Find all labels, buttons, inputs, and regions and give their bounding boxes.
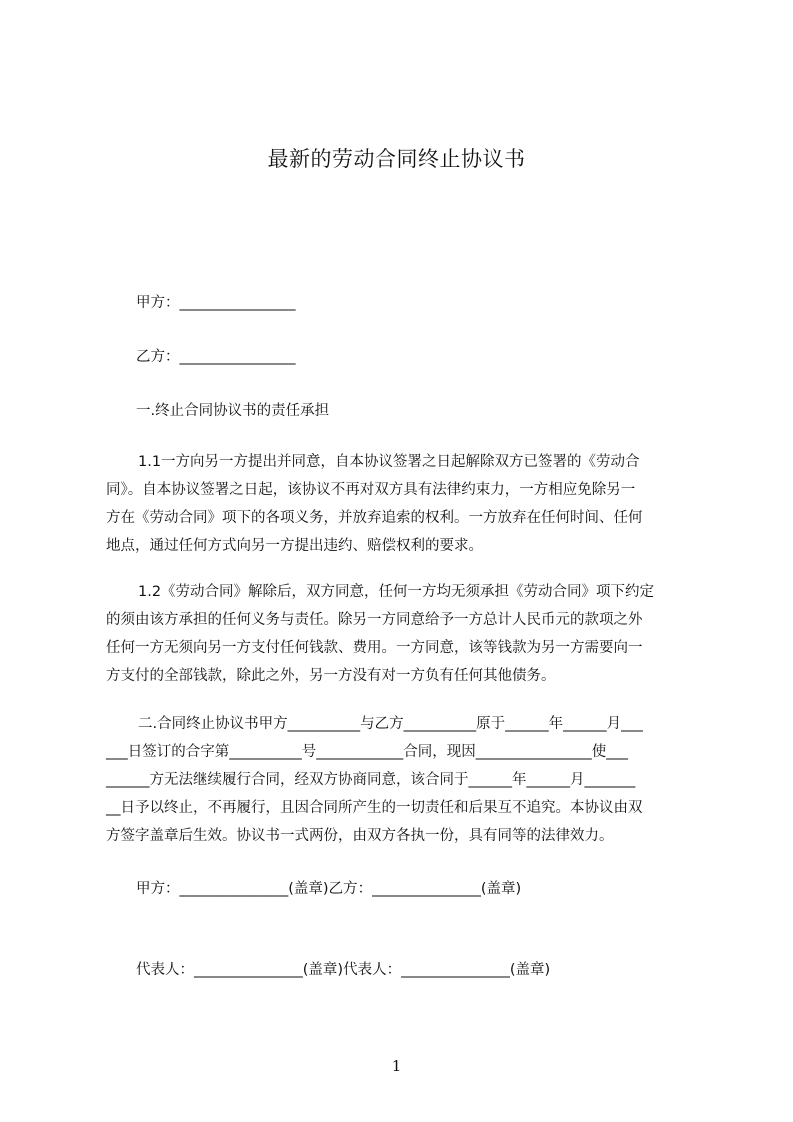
- page-number: 1: [391, 1057, 402, 1075]
- section1-heading: 一.终止合同协议书的责任承担: [136, 403, 330, 419]
- clause-1-1-line: 1.1一方向另一方提出并同意，自本协议签署之日起解除双方已签署的《劳动合: [138, 454, 640, 470]
- section2-line: 二.合同终止协议书甲方__________与乙方__________原于______年______月___: [138, 716, 643, 732]
- section2: [106, 710, 706, 850]
- clause-1-2-line: 1.2《劳动合同》解除后，双方同意，任何一方均无须承担《劳动合同》项下约定: [138, 584, 655, 600]
- section2-line: ______方无法继续履行合同，经双方协商同意，该合同于______年______月_______: [106, 772, 636, 788]
- section2-line: __日予以终止，不再履行，且因合同所产生的一切责任和后果互不追究。本协议由双: [106, 800, 643, 816]
- clause-1-2-line: 的须由该方承担的任何义务与责任。除另一方同意给予一方总计人民币元的款项之外: [106, 612, 643, 628]
- signature-representatives: 代表人：_______________(盖章)代表人：_______________(盖章): [136, 962, 551, 978]
- clause-1-1: [106, 448, 706, 560]
- party-a-line: 甲方：________________: [136, 295, 296, 311]
- clause-1-1-line: 方在《劳动合同》项下的各项义务，并放弃追索的权利。一方放弃在任何时间、任何: [106, 510, 643, 526]
- clause-1-2-line: 方支付的全部钱款，除此之外，另一方没有对一方负有任何其他债务。: [106, 668, 556, 684]
- clause-1-1-line: 地点，通过任何方式向另一方提出违约、赔偿权利的要求。: [106, 538, 483, 554]
- party-b-line: 乙方：________________: [136, 349, 296, 365]
- section2-line: ___日签订的合字第__________号____________合同，现因________________使___: [106, 744, 628, 760]
- clause-1-1-line: 同》。自本协议签署之日起，该协议不再对双方具有法律约束力，一方相应免除另一: [106, 482, 636, 498]
- clause-1-2-line: 任何一方无须向另一方支付任何钱款、费用。一方同意，该等钱款为另一方需要向一: [106, 640, 643, 656]
- signature-parties: 甲方：_______________(盖章)乙方：_______________(盖章): [136, 881, 522, 897]
- clause-1-2: [106, 578, 706, 690]
- section2-line: 方签字盖章后生效。协议书一式两份，由双方各执一份，具有同等的法律效力。: [106, 828, 614, 844]
- document-title: 最新的劳动合同终止协议书: [267, 147, 526, 171]
